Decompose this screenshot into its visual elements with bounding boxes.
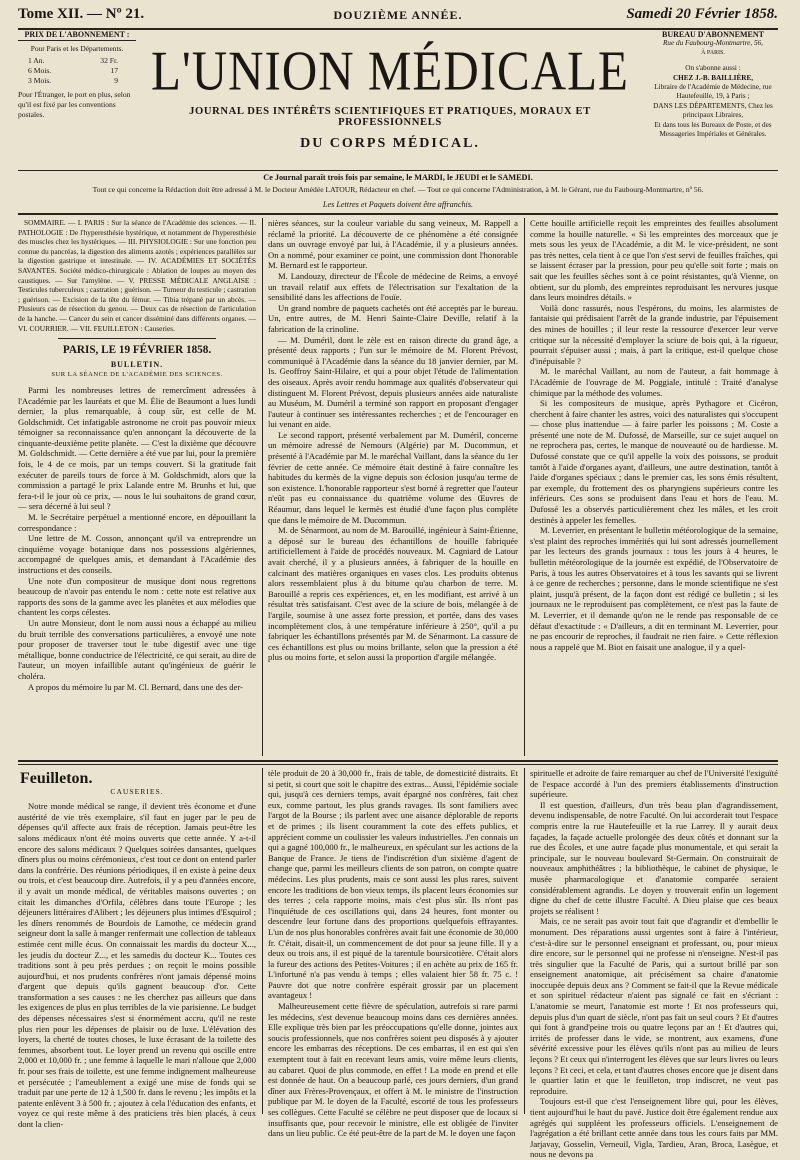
paragraph: M. Landouzy, directeur de l'École de médecine de Reims, a envoyé un travail relatif aux effets de l'électrisation sur l'exaltation de la sensibilité dans les affections de l'ouïe. <box>268 270 518 303</box>
year-label: DOUZIÈME ANNÉE. <box>333 8 463 22</box>
editorial-notice: Tout ce qui concerne la Rédaction doit être adressé à M. le Docteur Amédée LATOUR, Rédacteur en chef. — Tout ce qui concerne l'Administration, à M. le Gérant, rue du Faubourg-Montmartre, nº 56. <box>92 185 704 194</box>
bureau-depts: DANS LES DÉPARTEMENTS, Chez les principaux Libraires, <box>653 101 773 120</box>
bulletin-subheading: SUR LA SÉANCE DE L'ACADÉMIE DES SCIENCES. <box>51 371 223 379</box>
paragraph: Une note d'un compositeur de musique dont nous regrettons beaucoup de n'avoir pas entendu le nom : cette note est relative aux rapports des sons de la gamme avec les planètes et aux mélodies que chantent les corps célestes. <box>18 575 256 618</box>
paragraph: M. le Secrétaire perpétuel a mentionné encore, en dépouillant la correspondance : <box>18 512 256 533</box>
feuilleton-heading: Feuilleton. <box>20 770 93 787</box>
newspaper-title: L'UNION MÉDICALE <box>150 38 629 103</box>
subscription-heading: PRIX DE L'ABONNEMENT : <box>18 30 136 41</box>
paragraph: Il est question, d'ailleurs, d'un très beau plan d'agrandissement, devenu indispensable, de notre Faculté. On lui accorderait tout l'espace compris entre la rue Hautefeuille et la rue Larrey. Il y aurait deux façades, la façade actuelle prolongée des deux côtés et donnant sur la rue des Écoles, et une autre façade plus monumentale, et qui serait la principale, sur le nouveau boulevard St-Germain. On construirait de nouveaux amphithéâtres ; la bibliothèque, le cabinet de physique, le musée pharmacologique et d'anatomie comparée seraient considérablement agrandis. Le doyen y trouverait enfin un logement digne du chef de cette illustre Faculté. A Dieu plaise que ces beaux projets se réalisent ! <box>530 799 778 916</box>
paragraph: Cette houille artificielle reçoit les empreintes des feuilles absolument comme la houille naturelle. « Si les empreintes des morceaux que je mets sous les yeux de l'Académie, a dit M. le vice-président, ne sont pas très nettes, cela tient à ce que l'on s'est servi de feuilles fraîches, qui se laissent écraser par la pression, pour peu qu'elle soit forte ; mais on sait que les feuilles sèches sont à ce point résistantes, qu'à Vienne, on obtient, sur du plomb, des empreintes reproduisant les nervures jusque dans leurs moindres détails. » <box>530 218 778 303</box>
paragraph: Toujours est-il que c'est l'enseignement libre qui, pour les élèves, tient aujourd'hui le haut du pavé. Justice doit être également rendue aux agrégés qui suppléent les professeurs officiels. L'enseignement de l'agrégation a été brillant cette année dans tous les cours faits par MM. Jarjavay, Gosselin, Verneuil, Vigla, Tardieu, Aran, Broca, Lasègue, et nous ne devons pa <box>530 1096 778 1160</box>
paragraph: Un grand nombre de paquets cachetés ont été acceptés par le bureau. Un, entre autres, de M. Henri Sainte-Claire Deville, relatif à la fabrication de la crinoline. <box>268 302 518 334</box>
column-separator <box>262 768 263 1114</box>
paragraph: M. de Sénarmont, au nom de M. Barouillé, ingénieur à Saint-Étienne, a déposé sur le bureau des échantillons de houille fabriquée artificiellement à l'aide de procédés nouveaux. M. Cagniard de Latour avait cherché, il y a plusieurs années, à fabriquer de la houille en calcinant des matières organiques en vases clos. Les produits obtenus alors ressemblaient plus à du bitume qu'au charbon de terre. M. Barouillé a repris ces expériences, et, en les modifiant, est arrivé à un résultat très satisfaisant. C'est avec de la sciure de bois, mélangée à de l'argile, soumise à une assez forte pression, et portée, dans des vases incomplètement clos, à une température inférieure à 250°, qu'il a pu fabriquer les échantillons présentés par M. de Sénarmont. La cassure de ces échantillons est plus ou moins brillante, selon que la pression a été plus ou moins forte, et selon aussi la proportion d'argile mélangée. <box>268 525 518 663</box>
postage-notice: Les Lettres et Paquets doivent être affranchis. <box>322 200 474 209</box>
paragraph: Si les compositeurs de musique, après Pythagore et Cicéron, cherchent à faire chanter les astres, voici des naturalistes qui s'occupent — chose plus inattendue — à faire parler les poissons ; M. Coste a présenté une note de M. Dufossé, de Marseille, sur ce sujet auquel on ne reprochera pas, certes, le manque de nouveauté ou de hardiesse. M. Dufossé constate que ce qu'il appelle la voix des poissons, se produit tantôt à l'aide d'organes ayant, d'ailleurs, une autre destination, tantôt à l'aide d'organes spéciaux ; dans le premier cas, les sons émis résultent, par exemple, du frottement des os pharyngiens supérieurs contre les inférieurs. Ces sons se produisent dans l'eau et hors de l'eau. M. Dufossé les a observés particulièrement chez les mâles, et les croit destinés à appeler les femelles. <box>530 398 778 525</box>
column-separator <box>524 218 525 756</box>
price-row: 1 An. 32 Fr. <box>28 56 118 65</box>
paragraph: nières séances, sur la couleur variable du sang veineux, M. Rappell a réclamé la priorité. La découverte de ce phénomène a été consignée dans un ouvrage envoyé par lui, à l'Académie, il y a plusieurs années. On a nommé, pour examiner ce point, une commission dont l'honorable M. Bernard est le rapporteur. <box>268 218 518 271</box>
issue-date: Samedi 20 Février 1858. <box>626 6 778 22</box>
paragraph: Notre monde médical se range, il devient très économe et d'une austérité de vie très exemplaire, s'il faut en juger par le peu de dépenses qu'il affecte aux frais de réception. Jamais peut-être les salons médicaux n'ont été moins ouverts que cette année. Y a-t-il encore des salons médicaux ? Quelques soirées dansantes, quelques dîners plus ou moins cérémonieux, c'est tout ce dont on entend parler dans la confrérie. Des réunions périodiques, il en existe à peine deux ou trois, et c'est beaucoup dire. Autrefois, il y a peu d'années encore, il y avait un monde médical, de véritables maisons ouvertes ; on citait les dimanches d'Orfila, célèbres dans toute l'Europe ; les déjeuners littéraires d'Alibert ; les déjeuners plus intimes d'Esquirol ; les dîners renommés de Bourdois de Lamothe, ce médecin grand seigneur dont la salle à manger renfermait une collection de tableaux estimée cent mille écus. On connaissait les mardis du docteur X..., les jeudis du docteur Z..., et les samedis du docteur K... Toutes ces traditions sont à peu près perdues ; on reçoit le moins possible aujourd'hui, et nos prudents confrères n'ont jamais dépensé moins d'argent que depuis qu'ils gagnent beaucoup d'or. Cette transformation a ses causes : ne les cherchez pas ailleurs que dans les exigences de plus en plus terribles de la vie parisienne. Le budget des dépenses nécessaires s'est si énormément accru, qu'il ne reste plus rien pour les dépenses de plaisir ou de luxe. L'élévation des loyers, la cherté de toutes choses, le luxe écrasant de la toilette des femmes, absorbent tout. Le loyer prend un revenu qui oscille entre 2,000 et 10,000 fr. ; une femme à laquelle le mari n'alloue que 2,000 fr. pour ses frais de toilette, est une femme indignement malheureuse et persécutée ; l'ameublement a exigé une mise de fonds qui se traduit par une perte de 12 à 1,500 fr. dans le revenu ; les impôts et la patente enlèvent 3 à 500 fr. ; ajoutez à cela l'éducation des enfants, et voyez ce qui reste même à des praticiens très bien placés, à ceux dont la clien- <box>18 801 256 1129</box>
price-row: 3 Mois. 9 <box>28 76 118 85</box>
price-row: 6 Mois. 17 <box>28 66 118 75</box>
feuilleton-column-1 <box>18 768 256 1129</box>
newspaper-subtitle: JOURNAL DES INTÉRÊTS SCIENTIFIQUES ET PRATIQUES, MORAUX ET PROFESSIONNELS <box>189 106 591 128</box>
paragraph: Parmi les nombreuses lettres de remercîment adressées à l'Académie par les lauréats et que M. Élie de Beaumont a lues lundi dernier, la plus remarquable, à coup sûr, est celle de M. Goldschmidt. Cet infatigable astronome ne croit pas pouvoir mieux témoigner sa reconnaissance qu'en annonçant la découverte de la cinquante-deuxième petite planète. — C'est la dixième que découvre M. Goldschmidt. — Cette dernière a été vue par lui, pour la première fois, le 4 de ce mois, par un temps couvert. Si la gratitude fait exécuter de pareils tours de force à M. Goldschmidt, alors que la commission a partagé le prix Lalande entre M. Brunhs et lui, que fera-t-il le jour où ce prix, — nous le lui souhaitons de grand cœur, — sera décerné à lui seul ? <box>18 384 256 512</box>
paragraph: Une lettre de M. Cosson, annonçant qu'il va entreprendre un cinquième voyage botanique dans nos possessions algériennes, accompagné de quelques amis, et demandant à l'Académie des instructions et des conseils. <box>18 533 256 575</box>
masthead-topline <box>18 6 778 28</box>
notice-rule-top <box>18 170 778 171</box>
paragraph: Malheureusement cette fièvre de spéculation, autrefois si rare parmi les médecins, s'est devenue beaucoup moins dans ces dernières années. Elle explique très bien par les préoccupations qu'elle donne, jointes aux soucis professionnels, que nos confrères soient peu disposés à y ajouter encore les embarras des réceptions. De ces embarras, il en est qui s'en exemptent tout à fait en recevant leurs amis, voire même leurs clients, au cabaret. Quoi de plus commode, en effet ! La mode en prend et elle est donnée de haut. On a beaucoup parlé, ces jours derniers, d'un grand dîner aux Frères-Provençaux, et offert à M. le ministre de l'instruction publique par M. le doyen de la Faculté, escorté de tous les professeurs ses collègues. Cette Faculté se célèbre ne peut disposer que de locaux si insuffisants que, pour recevoir le ministre, elle est obligée de l'inviter dans un lieu public. Ce été peut-être de la part de M. le doyen une façon <box>268 1001 518 1139</box>
paragraph: Un autre Monsieur, dont le nom aussi nous a échappé au milieu du bruit terrible des conversations particulières, a envoyé une note pour proposer de traverser tout le tube digestif avec une tige métallique, bonne conductrice de l'électricité, ce qui serait, au dire de l'auteur, un moyen infaillible autant qu'ingénieux de guérir le choléra. <box>18 617 257 681</box>
paragraph: — M. Duméril, dont le zèle est en raison directe du grand âge, a présenté deux rapports ; l'un sur le mémoire de M. Florent Prévost, communiqué à l'Académie dans la séance du 18 janvier dernier, par M. Is. Geoffroy Saint-Hilaire, et qui a pour objet l'étude de l'alimentation des oiseaux. Après avoir rendu hommage aux qualités d'observateur qui distinguent M. Florent Prévost, depuis plusieurs années aide naturaliste au Muséum, M. Duméril a terminé son rapport en proposant d'engager l'auteur à continuer ses intéressantes recherches ; et de l'encourager en lui venant en aide. <box>268 334 518 430</box>
bureau-box <box>648 30 778 139</box>
notice-rule-bottom <box>18 213 778 215</box>
bureau-heading: BUREAU D'ABONNEMENT <box>661 30 764 39</box>
bureau-poste: Et dans tous les Bureaux de Poste, et des Messageries Impériales et Générales. <box>654 120 772 139</box>
bureau-also: On s'abonne aussi : <box>685 64 741 73</box>
column-separator <box>262 218 263 756</box>
paragraph: spirituelle et adroite de faire remarquer au chef de l'Université l'exiguïté de l'espace accordé à l'un des premiers établissements d'instruction supérieure. <box>530 768 778 800</box>
paragraph: Voilà donc rassurés, nous l'espérons, du moins, les alarmistes de fantaisie qui prédisaient l'arrêt de la grande industrie, par l'épuisement des mines de houilles ; il leur reste la ressource d'exercer leur verve critique sur la nécessité d'employer la sciure de bois qui, à la rigueur, pourrait s'épuiser aussi ; mais, à part la critique, est-il quelque chose d'inépuisable ? <box>530 302 778 366</box>
bureau-city: À PARIS. <box>701 49 725 56</box>
subscription-box <box>18 30 136 120</box>
foreign-postage-note: Pour l'Étranger, le port en plus, selon qu'il est fixé par les conventions postales. <box>18 90 131 119</box>
column-3 <box>530 218 778 756</box>
bureau-address: Rue du Faubourg-Montmartre, 56, <box>663 39 763 48</box>
publication-notice: Ce Journal paraît trois fois par semaine, le MARDI, le JEUDI et le SAMEDI. <box>263 173 533 182</box>
column-separator <box>524 768 525 1114</box>
bulletin-heading: BULLETIN. <box>110 359 164 369</box>
tome-number: Tome XII. — Nº 21. <box>18 6 145 22</box>
subscription-region: Pour Paris et les Départements. <box>30 44 124 53</box>
paragraph: A propos du mémoire lu par M. Cl. Bernard, dans une des der- <box>28 681 243 692</box>
feuilleton-rule-2 <box>18 764 778 765</box>
bureau-libraire: Libraire de l'Académie de Médecine, rue Hautefeuille, 19, à Paris ; <box>654 83 772 101</box>
paragraph: M. le maréchal Vaillant, au nom de l'auteur, a fait hommage à l'Académie de l'ouvrage de M. Poggiale, intitulé : Traité d'analyse chimique par la méthode des volumes. <box>530 366 778 398</box>
summary: SOMMAIRE. — I. PARIS : Sur la séance de l'Académie des sciences. — II. PATHOLOGIE : De l'hyperesthésie hystérique, et notamment de l'hyperesthésie des muscles chez les hystériques. — III. PHYSIOLOGIE : Sur une fonction peu connue du pancréas, la digestion des aliments azotés ; expériences parallèles sur la digestion gastrique et intestinale. — IV. ACADÉMIES ET SOCIÉTÉS SAVANTES. Société médico-chirurgicale : Ablation de loupes au moyen des caustiques. — Sur l'amylène. — V. PRESSE MÉDICALE ANGLAISE : Testicules tuberculeux ; castration ; guérison. — Tumeur du testicule ; castration ; guérison. — Excision de la tête du fémur. — Tibia trépané par un abcès. — Plusieurs cas de résection du genou. — Deux cas de résection de l'articulation de la hanche. — Cancer du sein et cancer disséminé dans différents organes. — VI. COURRIER. — VII. FEUILLETON : Causeries. <box>18 218 256 333</box>
feuilleton-column-2 <box>268 768 518 1139</box>
paragraph: Le second rapport, présenté verbalement par M. Duméril, concerne un mémoire adressé de Nemours (Algérie) par M. Ducommun, et présenté à l'Académie par M. le maréchal Vaillant, dans la séance du 1er février de cette année. Ce mémoire était destiné à faire connaître les habitudes du kermès de la vigne depuis son éclosion jusqu'au terme de son existence. L'honorable rapporteur s'est borné à regretter que l'auteur n'eût pas eu connaissance du quatrième volume des Œuvres de Réaumur, dans lequel le kermès est étudié d'une façon plus complète que dans le mémoire de M. Ducommun. <box>268 429 518 525</box>
feuilleton-subheading: CAUSERIES. <box>110 786 164 796</box>
paragraph: Mais, ce ne serait pas avoir tout fait que d'agrandir et d'embellir le monument. Des réparations aussi urgentes sont à faire à l'intérieur, c'est-à-dire sur le personnel enseignant et professant, ou, pour mieux dire encore, sur le personnel qui ne professe ni n'enseigne. N'est-il pas très singulier que la Faculté de Paris, qui a surtout brillé par son enseignement anatomique, ait précisément sa chaire d'anatomie inoccupée depuis deux ans ? Comment se fait-il que la Revue médicale et son spirituel rédacteur n'aient pas signalé ce fait en s'écriant : L'anatomie se meurt, l'anatomie est morte ! Et nos professeurs qui, depuis plus d'un quart de siècle, n'ont pas fait un seul cours ? Et d'autres qui font à grand'peine trois ou quatre leçons par an ! Et d'autres qui, irrités de professer dans le vide, se montrent, aux examens, d'une sévérité excessive pour les élèves qu'ils n'ont pas au milieu de leurs leçons ? Et ceux qui n'interrogent les élèves que sur leurs livres ou leurs leçons ? Et ceci, et cela, et tant d'autres choses encore que je disent dans le quartier latin et que le feuilleton, trop indiscret, ne veut pas reproduire. <box>530 916 778 1096</box>
paragraph: tèle produit de 20 à 30,000 fr., frais de table, de domesticité distraits. Et si petit, si court que soit le chapitre des extras... Aussi, l'épidémie sociale qui, jusqu'à ces derniers temps, avait épargné nos confrères, fait chez eux, comme partout, les plus grands ravages. Ils sont familiers avec l'argot de la Bourse ; ils parlent avec une aisance déplorable de reports et de primes ; ils lisent couramment la cote des effets publics, et apprécient comme un coulissier les valeurs industrielles. J'en connais un qui a gagné 100,000 fr., le malheureux, en spéculant sur les actions de la Banque de France. Je tiens de l'indiscrétion d'un sixième d'agent de change que, parmi les meilleurs clients de son patron, on compte quatre médecins. Les plus prudents, mais ce sont aussi les plus rares, suivent encore les traditions de bon vieux temps, ils placent leurs économies sur des terres ; cela rapporte moins, mais c'est plus sûr. Ils n'ont pas l'inquiétude de ces oscillations qui, dans 24 heures, font monter ou descendre leur fortune dans des proportions quelquefois effrayantes. L'un de nos plus honorables confrères avait fait une économie de 30,000 fr. C'était, disait-il, un commencement de dot pour sa jeune fille. Il y a deux ou trois ans, il est piqué de la tarentule boursicotière. C'était alors la fureur des actions des Petites-Voitures ; il en achète au prix de 165 fr. L'infortuné n'a pas vendu à temps ; elles valaient hier 58 fr. 75 c. ! Pauvre dot que notre confrère espérait grossir par un placement avantageux ! <box>268 768 518 1001</box>
dateline: PARIS, LE 19 FÉVRIER 1858. <box>62 344 212 357</box>
newspaper-subtitle-2: DU CORPS MÉDICAL. <box>300 136 480 151</box>
feuilleton-column-3 <box>530 768 778 1160</box>
bureau-chez: CHEZ J.-B. BAILLIÈRE, <box>672 73 754 82</box>
column-2 <box>268 218 518 756</box>
feuilleton-rule <box>18 760 778 762</box>
paragraph: M. Leverrier, en présentant le bulletin météorologique de la semaine, s'est plaint des reproches immérités qui lui sont adressés journellement par les lecteurs des grands journaux : tous les jours à 4 heures, le bulletin météorologique de la journée est expédié, de l'Observatoire de Paris, à tous les autres Observatoires et à tous les savants qui se livrent à ce genre de recherches ; personne, dans le monde scientifique ne s'est plaint, jusqu'à présent, de la façon dont est rédigé ce bulletin ; si les journaux ne le reproduisent pas complètement, ce n'est pas la faute de M. Leverrier, et il demande qu'on ne le rende pas responsable de ce défaut d'exactitude : « D'ailleurs, a dit en terminant M. Leverrier, pour ne pas encourir de reproches, il faudrait ne rien faire. » Cette réflexion nous a rappelé que M. Biot en faisait une analogue, il y a quel- <box>530 525 778 652</box>
column-1 <box>18 218 256 756</box>
